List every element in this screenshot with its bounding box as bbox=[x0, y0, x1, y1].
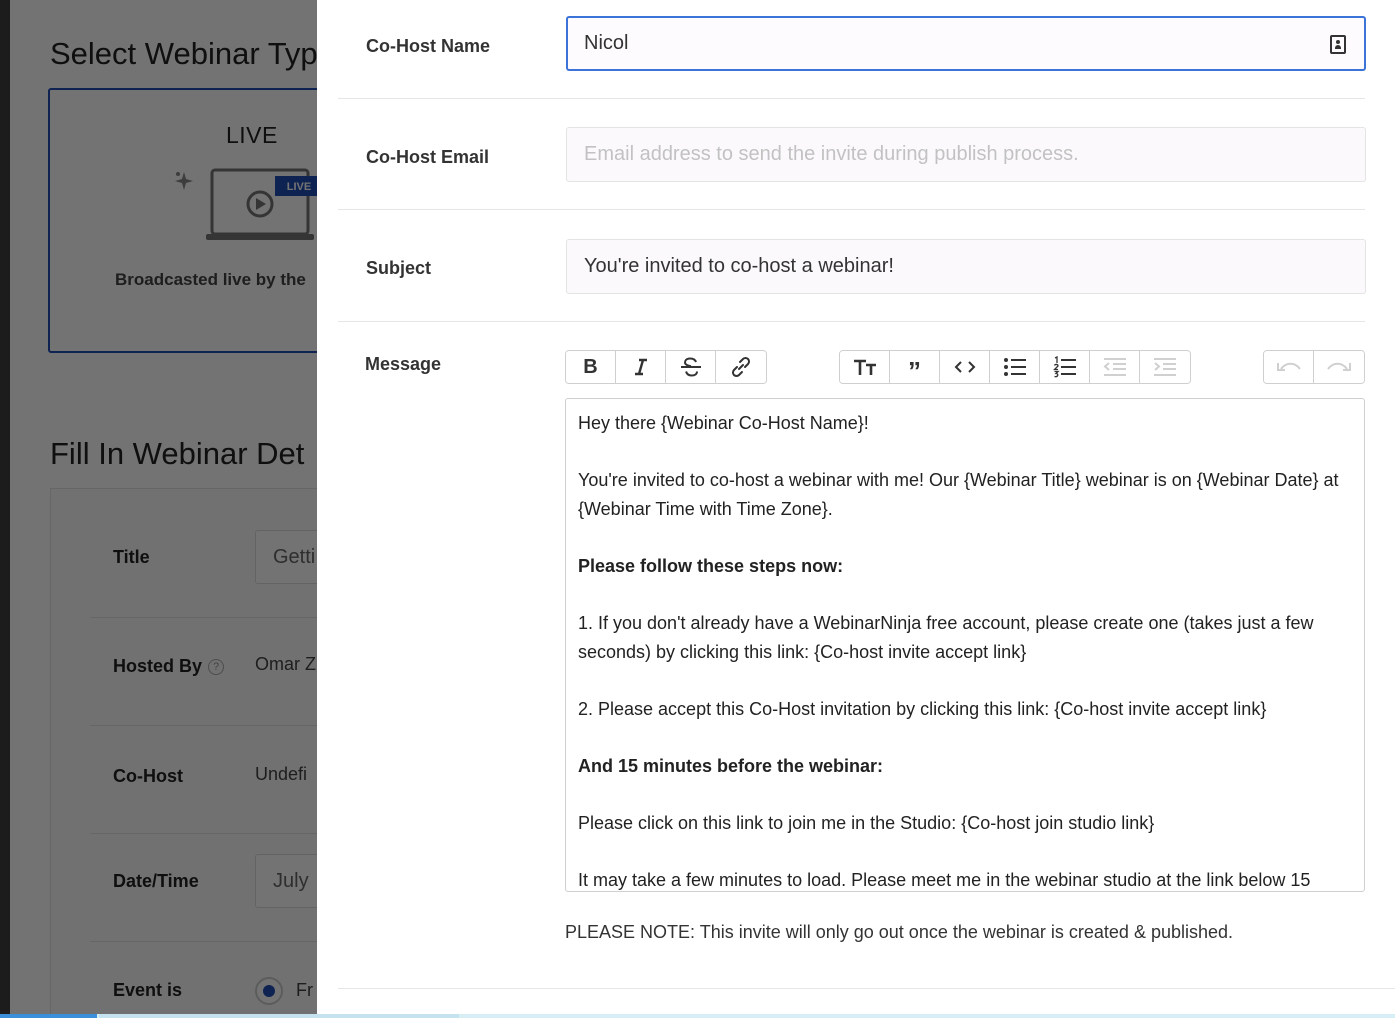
text-size-icon bbox=[853, 358, 877, 376]
bullet-list-button[interactable] bbox=[990, 351, 1040, 383]
history-toolbar-group bbox=[1263, 350, 1365, 384]
italic-icon bbox=[633, 358, 649, 376]
bold-button[interactable] bbox=[566, 351, 616, 383]
message-intro: You're invited to co-host a webinar with me! Our {Webinar Title} webinar is on {Webinar Date} at {Webinar Time with Time Zone}. bbox=[578, 470, 1339, 519]
undo-button[interactable] bbox=[1264, 351, 1314, 383]
code-icon bbox=[954, 360, 976, 374]
indent-icon bbox=[1153, 358, 1177, 376]
numbered-list-button[interactable] bbox=[1040, 351, 1090, 383]
page-load-progress-buffer bbox=[99, 1014, 459, 1018]
italic-button[interactable] bbox=[616, 351, 666, 383]
page-load-progress-fill bbox=[0, 1014, 97, 1018]
numbered-list-icon bbox=[1053, 356, 1077, 378]
quote-icon: ” bbox=[908, 356, 921, 384]
outdent-button[interactable] bbox=[1090, 351, 1140, 383]
outdent-icon bbox=[1103, 358, 1127, 376]
link-icon bbox=[730, 356, 752, 378]
message-greeting: Hey there {Webinar Co-Host Name}! bbox=[578, 413, 869, 433]
message-editor[interactable] bbox=[565, 398, 1365, 892]
modal-overlay[interactable] bbox=[10, 0, 317, 1014]
quote-button[interactable] bbox=[890, 351, 940, 383]
subject-label: Subject bbox=[366, 258, 432, 278]
cohost-email-row bbox=[338, 99, 1365, 210]
cohost-email-label: Co-Host Email bbox=[366, 147, 490, 167]
section-divider bbox=[338, 988, 1395, 989]
cohost-name-input[interactable]: Nicol bbox=[566, 16, 1366, 71]
strikethrough-icon bbox=[680, 357, 702, 377]
message-step-2: 2. Please accept this Co-Host invitation by clicking this link: {Co-host invite accept link} bbox=[578, 699, 1267, 719]
subject-row bbox=[338, 210, 1365, 322]
message-studio-link: Please click on this link to join me in the Studio: {Co-host join studio link} bbox=[578, 813, 1155, 833]
redo-button[interactable] bbox=[1314, 351, 1364, 383]
cohost-email-input[interactable]: Email address to send the invite during publish process. bbox=[566, 127, 1366, 182]
contact-card-icon[interactable] bbox=[1330, 35, 1346, 54]
link-button[interactable] bbox=[716, 351, 766, 383]
message-step-1: 1. If you don't already have a WebinarNinja free account, please create one (takes just a few seconds) by clicking this link: {Co-host invite accept link} bbox=[578, 613, 1314, 662]
publish-note: PLEASE NOTE: This invite will only go out once the webinar is created & published. bbox=[565, 922, 1234, 942]
heading-button[interactable] bbox=[840, 351, 890, 383]
cohost-name-label: Co-Host Name bbox=[366, 36, 491, 56]
cohost-name-row bbox=[338, 0, 1365, 99]
window-edge bbox=[0, 0, 10, 1018]
bullet-list-icon bbox=[1003, 357, 1027, 377]
message-label: Message bbox=[365, 354, 442, 374]
code-button[interactable] bbox=[940, 351, 990, 383]
block-toolbar-group bbox=[839, 350, 1191, 384]
message-load-note: It may take a few minutes to load. Please meet me in the webinar studio at the link below 15 bbox=[578, 870, 1311, 890]
format-toolbar-group bbox=[565, 350, 767, 384]
message-steps-heading: Please follow these steps now: bbox=[578, 556, 844, 576]
bold-icon: B bbox=[583, 355, 598, 378]
redo-icon bbox=[1326, 360, 1352, 374]
subject-input[interactable]: You're invited to co-host a webinar! bbox=[566, 239, 1366, 294]
indent-button[interactable] bbox=[1140, 351, 1190, 383]
message-before-heading: And 15 minutes before the webinar: bbox=[578, 756, 884, 776]
undo-icon bbox=[1276, 360, 1302, 374]
strikethrough-button[interactable] bbox=[666, 351, 716, 383]
